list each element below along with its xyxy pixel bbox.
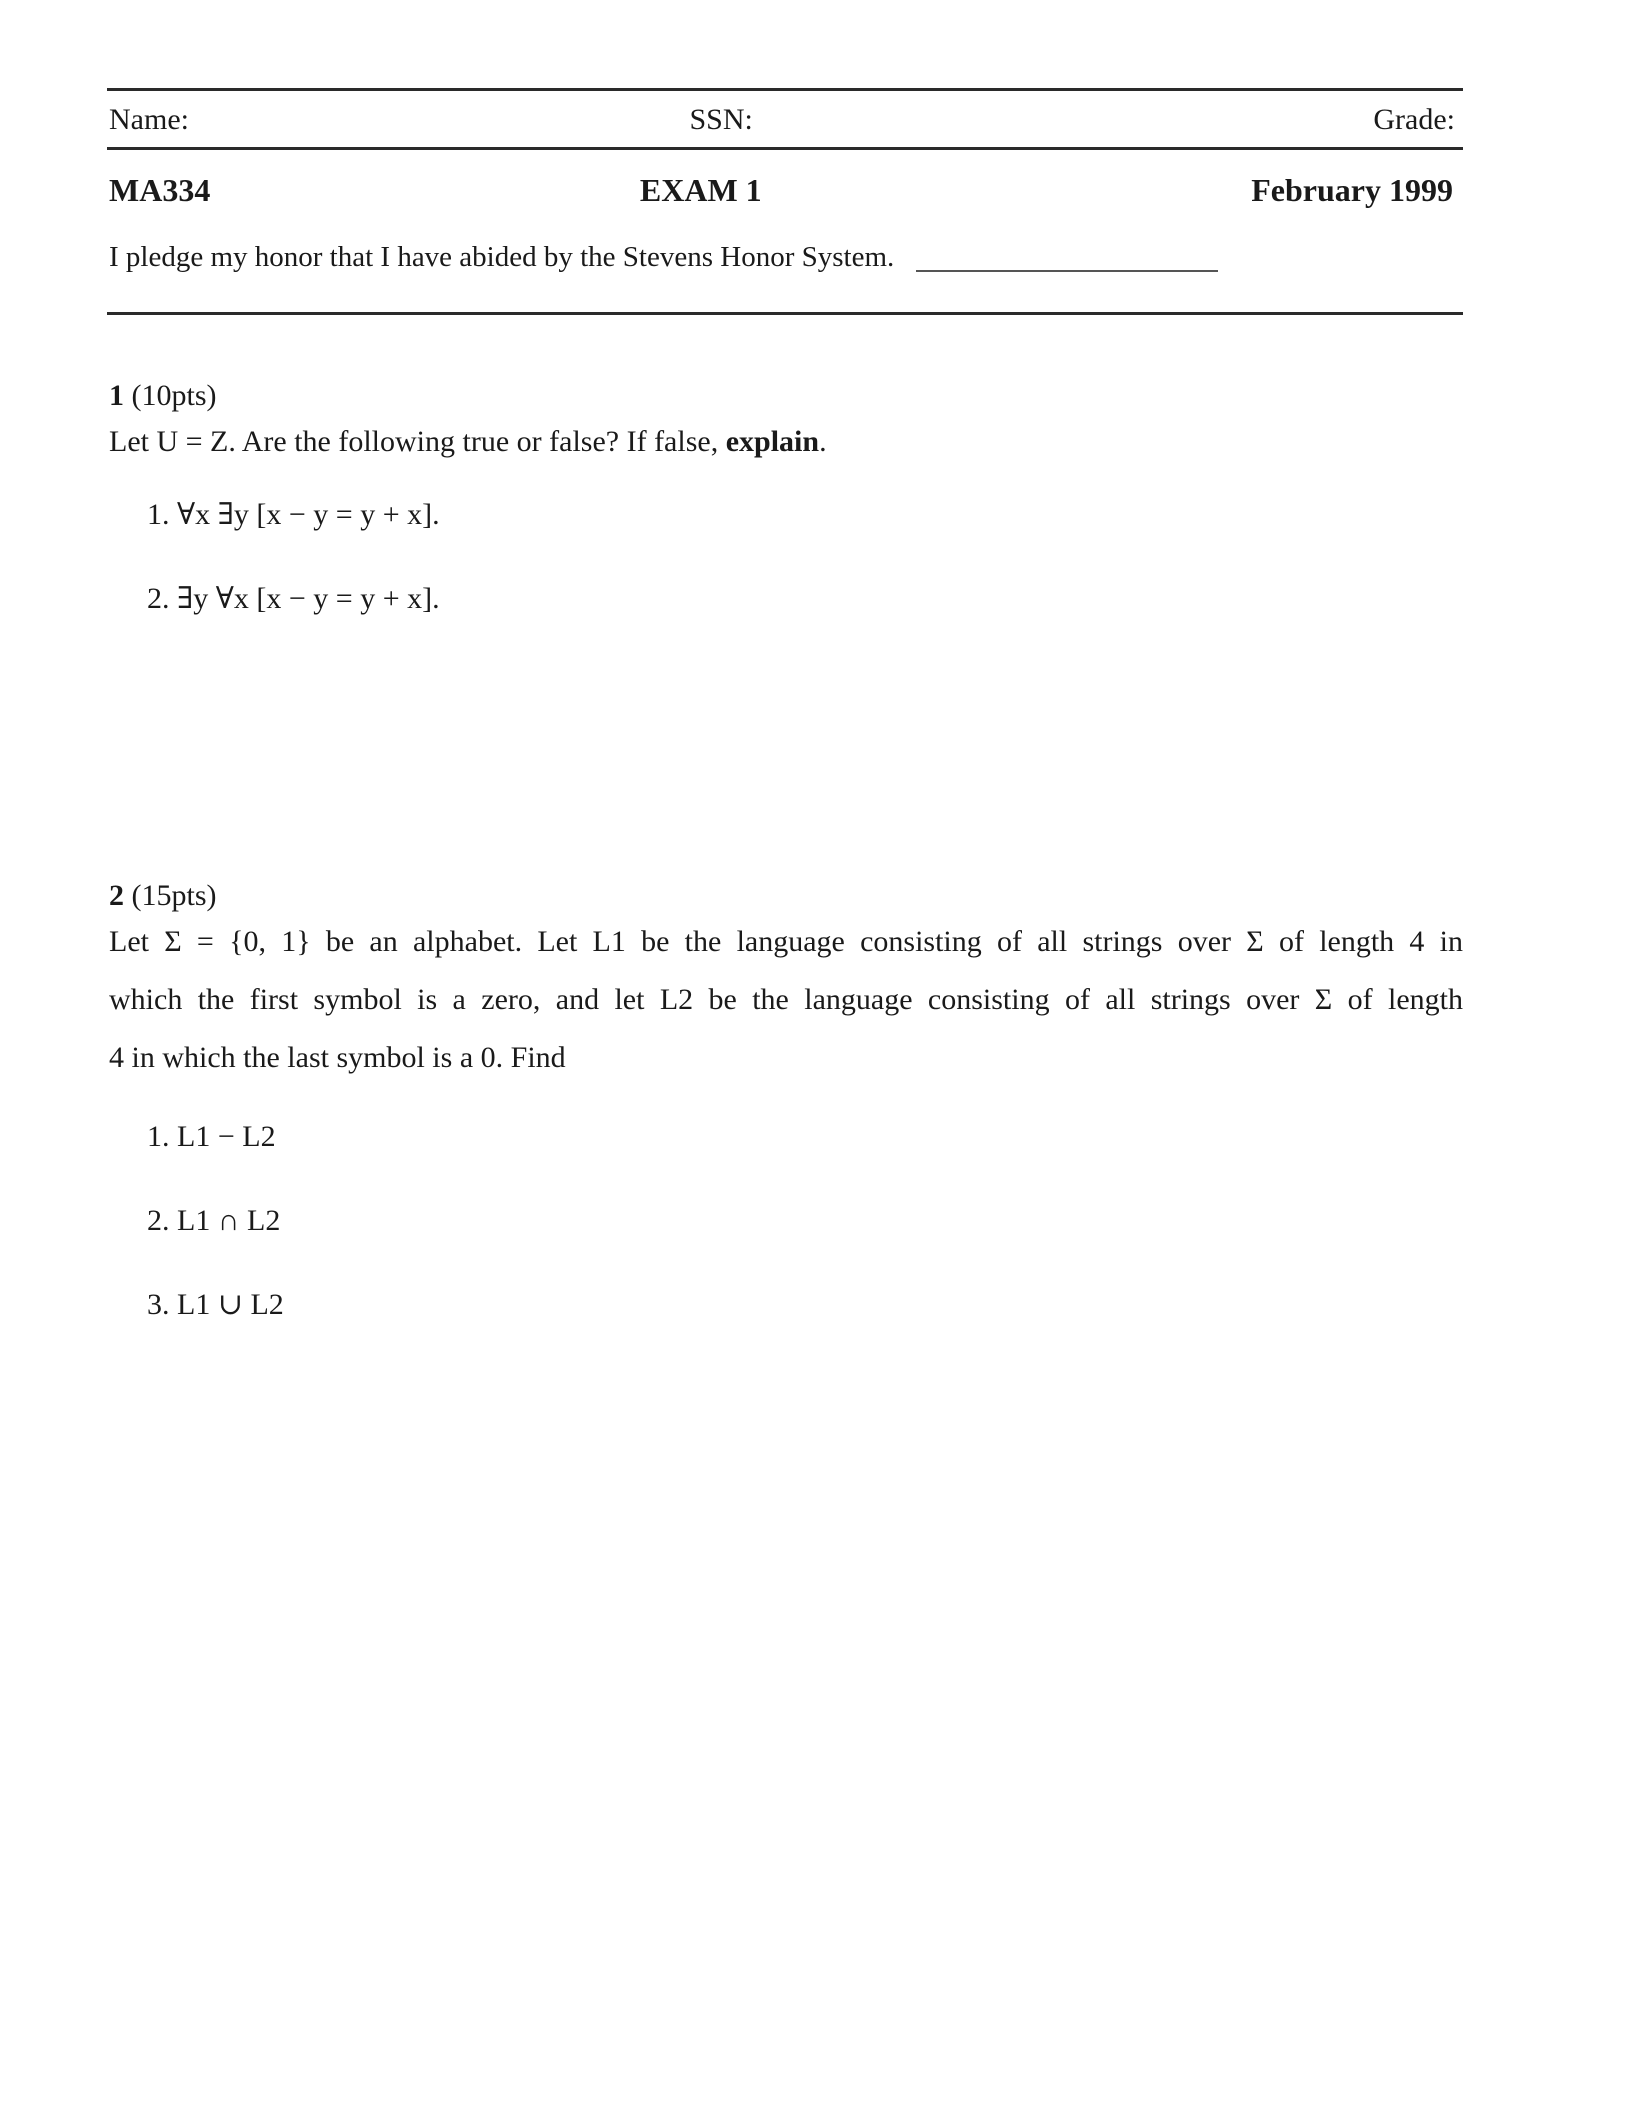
problem-2-prompt-line-1: Let Σ = {0, 1} be an alphabet. Let L1 be the language consisting of all strings over Σ of length 4 in — [109, 925, 1463, 958]
problem-2-prompt — [107, 913, 1463, 1087]
problem-2-items — [147, 1115, 1463, 1367]
problem-2-item-1: 1. L1 − L2 — [147, 1120, 276, 1153]
problem-1-item-1: 1. ∀x ∃y [x − y = y + x]. — [147, 498, 440, 531]
exam-title-row — [107, 150, 1463, 209]
student-info-row — [107, 91, 1463, 147]
problem-1-items — [147, 493, 1463, 661]
honor-pledge — [107, 241, 1463, 274]
problem-2-prompt-line-3: 4 in which the last symbol is a 0. Find — [109, 1041, 566, 1074]
problem-2 — [107, 879, 1463, 1367]
name-label: Name: — [109, 103, 189, 136]
problem-1-prompt — [107, 413, 1463, 471]
problem-2-number: 2 — [109, 879, 124, 912]
problem-1-item-2: 2. ∃y ∀x [x − y = y + x]. — [147, 582, 440, 615]
problem-1-heading — [107, 379, 1463, 413]
problem-1-prompt-end: . — [819, 425, 827, 458]
problem-2-heading — [107, 879, 1463, 913]
problem-1-prompt-text: Let U = Z. Are the following true or false? If false, — [109, 425, 719, 458]
problem-1 — [107, 379, 1463, 661]
pledge-text: I pledge my honor that I have abided by the Stevens Honor System. — [109, 241, 895, 273]
ssn-label: SSN: — [689, 103, 753, 136]
pledge-rule — [107, 312, 1463, 315]
exam-sheet — [107, 88, 1463, 1367]
exam-date: February 1999 — [1251, 172, 1453, 208]
problem-2-prompt-line-2: which the first symbol is a zero, and let L2 be the language consisting of all strings over Σ of length — [109, 983, 1463, 1016]
problem-2-item-3: 3. L1 ∪ L2 — [147, 1288, 284, 1321]
signature-line[interactable] — [916, 270, 1218, 272]
problem-2-item-2: 2. L1 ∩ L2 — [147, 1204, 281, 1237]
problem-1-number: 1 — [109, 379, 124, 412]
grade-label: Grade: — [1373, 103, 1455, 136]
problem-1-points: (10pts) — [131, 379, 217, 412]
problem-1-prompt-emphasis: explain — [725, 425, 820, 458]
exam-title: EXAM 1 — [639, 172, 762, 208]
problem-2-points: (15pts) — [131, 879, 217, 912]
course-code: MA334 — [109, 172, 211, 208]
